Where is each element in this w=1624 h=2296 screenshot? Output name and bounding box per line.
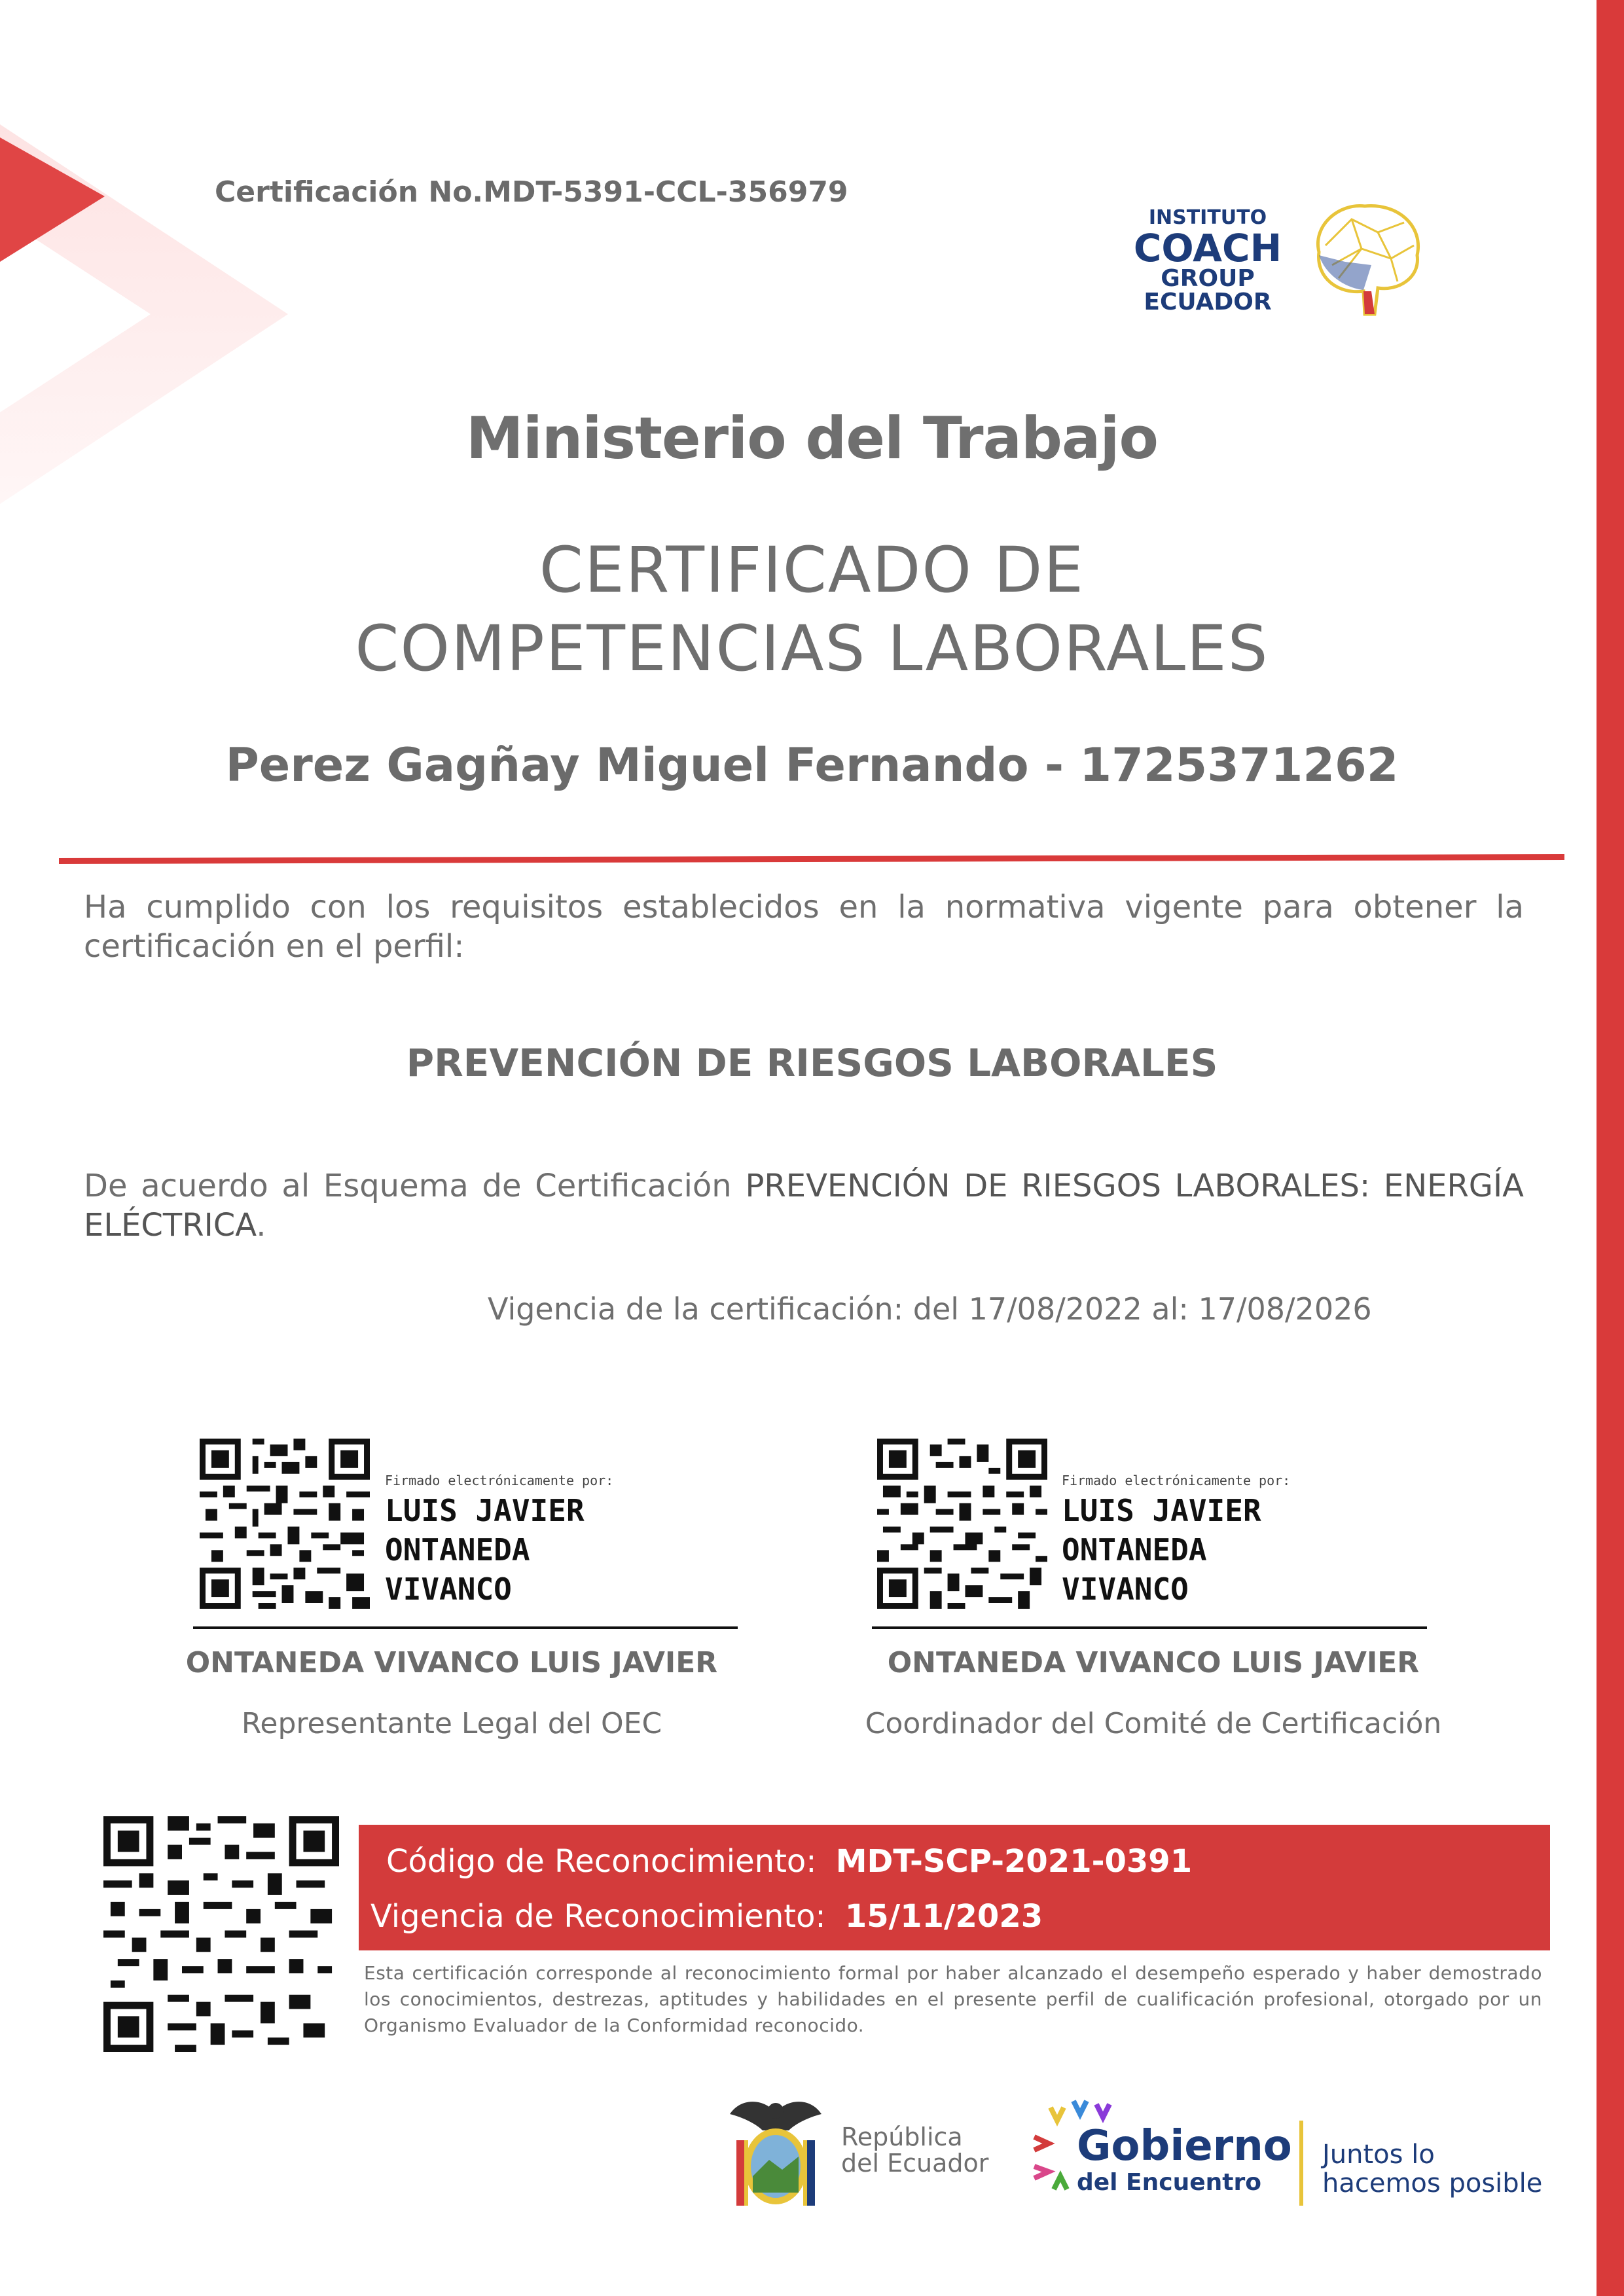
signature-qr-code-2 (877, 1439, 1047, 1609)
republic-line2: del Ecuador (841, 2149, 989, 2178)
recognition-code-label: Código de Reconocimiento: (386, 1843, 817, 1880)
profile-name: PREVENCIÓN DE RIESGOS LABORALES (406, 1041, 1218, 1085)
signature-qr-code-1 (200, 1439, 370, 1609)
signer-role-2: Coordinador del Comité de Certificación (865, 1707, 1442, 1740)
right-red-bar (1597, 0, 1624, 2296)
recognition-validity-row (370, 1898, 1043, 1935)
brain-icon (1299, 193, 1430, 324)
signer-name-1 (385, 1491, 585, 1609)
signer-name-1-line1: LUIS JAVIER (385, 1493, 585, 1528)
scheme-name: PREVENCIÓN DE RIESGOS LABORALES: ENERGÍA ELÉCTRICA (84, 1168, 1524, 1244)
certification-validity: Vigencia de la certificación: del 17/08/2022 al: 17/08/2026 (488, 1291, 1372, 1327)
red-divider (59, 854, 1564, 864)
ministry-name: Ministerio del Trabajo (466, 404, 1158, 472)
gobierno-label (1077, 2124, 1292, 2197)
slogan (1322, 2140, 1542, 2198)
signer-name-1-line2: ONTANEDA (385, 1532, 530, 1568)
republic-line1: República (841, 2123, 963, 2151)
scheme-suffix: . (256, 1207, 266, 1244)
recognition-box (359, 1825, 1550, 1950)
recognition-code-value: MDT-SCP-2021-0391 (835, 1843, 1193, 1880)
signer-name-1-line3: VIVANCO (385, 1571, 512, 1607)
signer-name-2-line2: ONTANEDA (1062, 1532, 1207, 1568)
signer-name-2 (1062, 1491, 1261, 1609)
signature-line-1 (193, 1626, 738, 1629)
footer-separator (1299, 2121, 1303, 2206)
certification-number: Certificación No.MDT-5391-CCL-356979 (215, 175, 848, 209)
signed-by-label-1: Firmado electrónicamente por: (385, 1473, 614, 1488)
logo-line4: ECUADOR (1144, 289, 1272, 315)
recognition-code-row (386, 1843, 1192, 1880)
scheme-prefix: De acuerdo al Esquema de Certificación (84, 1168, 746, 1204)
certificate-title-line2: COMPETENCIAS LABORALES (355, 612, 1269, 685)
slogan-line2: hacemos posible (1322, 2168, 1543, 2198)
signed-by-label-2: Firmado electrónicamente por: (1062, 1473, 1291, 1488)
signer-full-name-2: ONTANEDA VIVANCO LUIS JAVIER (887, 1646, 1420, 1679)
holder-name: Perez Gagñay Miguel Fernando - 1725371262 (225, 738, 1399, 792)
recognition-validity-value: 15/11/2023 (844, 1898, 1043, 1935)
gobierno-line1: Gobierno (1077, 2122, 1292, 2170)
scheme-text (84, 1166, 1524, 1245)
signer-full-name-1: ONTANEDA VIVANCO LUIS JAVIER (185, 1646, 718, 1679)
institute-logo (1132, 208, 1283, 314)
signature-line-2 (872, 1626, 1427, 1629)
certificate-title-line1: CERTIFICADO DE (539, 533, 1085, 607)
slogan-line1: Juntos lo (1322, 2140, 1435, 2170)
logo-line3: GROUP (1161, 265, 1255, 292)
recognition-qr-code (103, 1816, 339, 2052)
intro-text: Ha cumplido con los requisitos establecidos en la normativa vigente para obtener la certificación en el perfil: (84, 889, 1524, 965)
ecuador-coat-of-arms-icon (717, 2088, 835, 2219)
logo-line2: COACH (1133, 226, 1282, 270)
logo-line1: INSTITUTO (1148, 206, 1267, 229)
signer-name-2-line3: VIVANCO (1062, 1571, 1189, 1607)
fine-print: Esta certificación corresponde al reconocimiento formal por haber alcanzado el desempeño esperado y haber demostrado los conocimientos, destrezas, aptitudes y habilidades en el presente perfil de cualificación profesional, otorgado por un Organismo Evaluador de la Conformidad reconocido. (364, 1962, 1542, 2036)
signer-role-1: Representante Legal del OEC (241, 1707, 662, 1740)
recognition-validity-label: Vigencia de Reconocimiento: (370, 1898, 826, 1935)
signer-name-2-line1: LUIS JAVIER (1062, 1493, 1261, 1528)
republic-label (841, 2124, 988, 2176)
gobierno-line2: del Encuentro (1077, 2169, 1261, 2196)
